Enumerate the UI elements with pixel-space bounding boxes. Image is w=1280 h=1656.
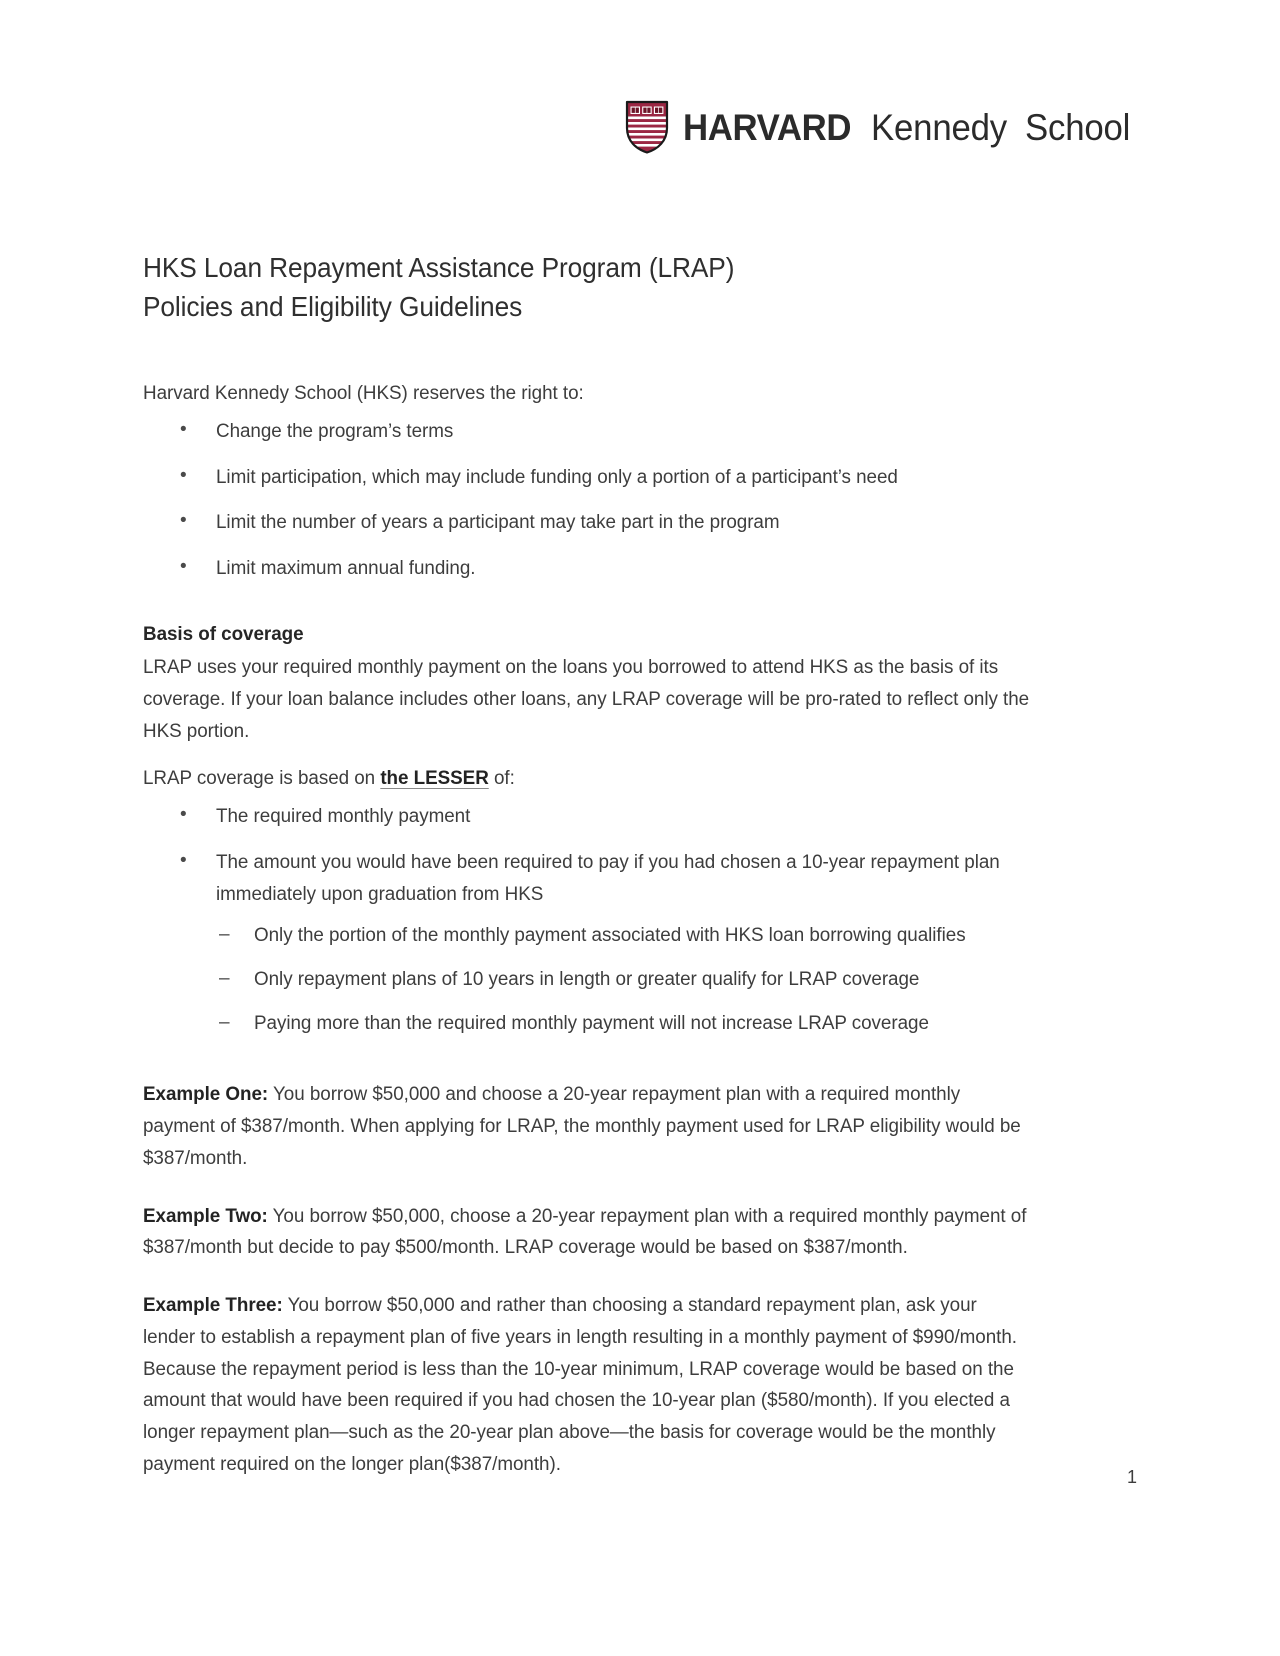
- reserves-rights-list: [143, 416, 1065, 585]
- list-item: [143, 507, 1065, 539]
- example-three-body: You borrow $50,000 and rather than choosing a standard repayment plan, ask your lender to establish a repayment plan of five years in length resulting in a monthly payment of $990/month. Because the repayment period is less than the 10-year minimum, LRAP coverage would be based on the amount that would have been required if you had chosen the 10-year plan ($580/month). If you elected a longer repayment plan—such as the 20-year plan above—the basis for coverage would be the monthly payment required on the longer plan($387/month).: [143, 1294, 1018, 1475]
- list-item-label: • Change the program’s terms: [216, 419, 454, 442]
- list-item-label: • Limit the number of years a participant may take part in the program: [216, 511, 780, 534]
- list-item: [143, 801, 1065, 833]
- example-three-paragraph: [143, 1290, 1030, 1480]
- list-item-label: • The amount you would have been required to pay if you had chosen a 10-year repayment plan immediately upon graduation from HKS: [216, 850, 1000, 905]
- page-subtitle: Policies and Eligibility Guidelines: [143, 291, 523, 323]
- list-item: [143, 462, 1065, 494]
- lesser-intro-prefix: LRAP coverage is based on: [143, 767, 381, 790]
- example-one-label: Example One:: [143, 1083, 269, 1106]
- document-body: [143, 248, 1065, 1487]
- harvard-shield-icon: [625, 100, 669, 154]
- brand-header: [625, 100, 1137, 154]
- section-heading-basis-of-coverage: Basis of coverage: [143, 622, 304, 645]
- wordmark-harvard: HARVARD: [682, 106, 851, 148]
- title-block: [143, 248, 1065, 326]
- lesser-intro-suffix: of:: [488, 767, 515, 790]
- list-item: [143, 416, 1065, 448]
- example-three-label: Example Three:: [143, 1294, 283, 1317]
- harvard-kennedy-school-wordmark: [682, 106, 1137, 148]
- wordmark-kennedy: Kennedy: [871, 106, 1008, 148]
- sub-list-item-label: – Paying more than the required monthly payment will not increase LRAP coverage: [254, 1011, 929, 1034]
- list-item-label: • Limit participation, which may include funding only a portion of a participant’s need: [216, 465, 898, 488]
- sub-list-item: [216, 920, 1065, 952]
- sub-list-item-label: – Only the portion of the monthly payment associated with HKS loan borrowing qualifies: [254, 924, 966, 947]
- lesser-criteria-list: [143, 801, 1065, 1039]
- wordmark-school: School: [1025, 106, 1131, 148]
- intro-paragraph: Harvard Kennedy School (HKS) reserves the right to:: [143, 382, 584, 405]
- list-item-label: • Limit maximum annual funding.: [216, 557, 476, 580]
- example-one-paragraph: [143, 1079, 1030, 1174]
- sub-list-item: [216, 964, 1065, 996]
- sub-list-item-label: – Only repayment plans of 10 years in length or greater qualify for LRAP coverage: [254, 967, 920, 990]
- lesser-criteria-sub-list: [216, 920, 1065, 1039]
- page-number: 1: [1126, 1467, 1137, 1487]
- example-two-label: Example Two:: [143, 1204, 268, 1227]
- basis-of-coverage-paragraph: LRAP uses your required monthly payment on the loans you borrowed to attend HKS as the basis of its coverage. If your loan balance includes other loans, any LRAP coverage will be pro-rated to reflect only the HKS portion.: [143, 656, 1030, 742]
- list-item: [143, 553, 1065, 585]
- lesser-emphasis: the LESSER: [380, 767, 489, 790]
- lesser-intro-paragraph: [143, 763, 1030, 795]
- list-item: [143, 847, 1065, 1040]
- page-title: HKS Loan Repayment Assistance Program (LRAP): [143, 252, 735, 283]
- example-one-body: You borrow $50,000 and choose a 20-year repayment plan with a required monthly payment of $387/month. When applying for LRAP, the monthly payment used for LRAP eligibility would be $387/month.: [143, 1083, 1021, 1169]
- sub-list-item: [216, 1008, 1065, 1040]
- list-item-label: • The required monthly payment: [216, 805, 471, 828]
- example-two-paragraph: [143, 1201, 1030, 1264]
- example-two-body: You borrow $50,000, choose a 20-year repayment plan with a required monthly payment of $387/month but decide to pay $500/month. LRAP coverage would be based on $387/month.: [143, 1204, 1027, 1259]
